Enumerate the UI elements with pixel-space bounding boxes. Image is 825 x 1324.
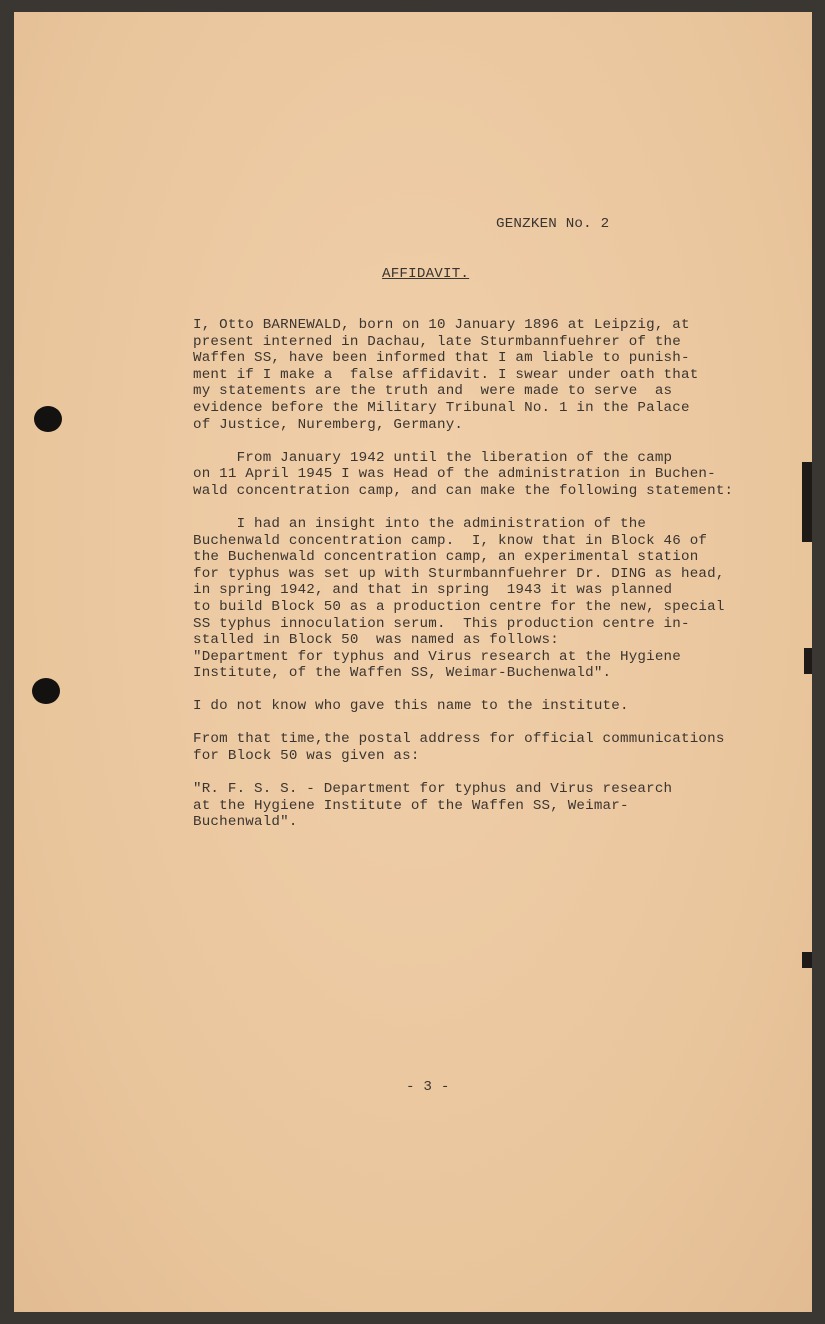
paragraph-3 <box>193 516 733 682</box>
text-line: for typhus was set up with Sturmbannfuehrer Dr. DING as head, <box>193 565 725 582</box>
text-line: From that time,the postal address for official communications <box>193 731 725 748</box>
text-line: Buchenwald". <box>193 814 298 831</box>
text-line: wald concentration camp, and can make the following statement: <box>193 482 734 499</box>
paragraph-1 <box>193 317 733 433</box>
edge-mark <box>802 462 812 542</box>
text-line: stalled in Block 50 was named as follows: <box>193 632 559 649</box>
text-line: Institute, of the Waffen SS, Weimar-Buchenwald". <box>193 665 612 682</box>
text-line: Buchenwald concentration camp. I, know that in Block 46 of <box>193 532 708 549</box>
text-line: "Department for typhus and Virus research at the Hygiene <box>193 648 681 665</box>
paragraph-4 <box>193 698 733 715</box>
page-number: - 3 - <box>406 1079 450 1095</box>
document-reference: GENZKEN No. 2 <box>496 216 610 232</box>
text-line: I, Otto BARNEWALD, born on 10 January 1896 at Leipzig, at <box>193 317 690 333</box>
text-line: I had an insight into the administration of the <box>193 515 647 532</box>
text-line: From January 1942 until the liberation of the camp <box>193 449 673 466</box>
text-line: on 11 April 1945 I was Head of the administration in Buchen- <box>193 466 716 483</box>
text-line: of Justice, Nuremberg, Germany. <box>193 416 464 433</box>
document-body <box>193 317 733 831</box>
text-line: evidence before the Military Tribunal No. 1 in the Palace <box>193 399 690 416</box>
text-line: in spring 1942, and that in spring 1943 it was planned <box>193 582 673 599</box>
text-line: my statements are the truth and were made to serve as <box>193 383 673 400</box>
edge-mark <box>804 648 812 674</box>
text-line: the Buchenwald concentration camp, an experimental station <box>193 549 699 566</box>
text-line: I do not know who gave this name to the institute. <box>193 698 629 715</box>
paragraph-5 <box>193 731 733 764</box>
punch-hole <box>34 406 62 432</box>
edge-mark <box>802 952 812 968</box>
text-line: at the Hygiene Institute of the Waffen SS, Weimar- <box>193 797 629 814</box>
text-line: Waffen SS, have been informed that I am liable to punish- <box>193 350 690 367</box>
text-line: SS typhus innoculation serum. This production centre in- <box>193 615 690 632</box>
document-title: AFFIDAVIT. <box>382 266 470 282</box>
paragraph-2 <box>193 450 733 500</box>
text-line: present interned in Dachau, late Sturmbannfuehrer of the <box>193 333 681 350</box>
text-line: to build Block 50 as a production centre for the new, special <box>193 598 725 615</box>
punch-hole <box>32 678 60 704</box>
text-line: "R. F. S. S. - Department for typhus and Virus research <box>193 781 673 798</box>
text-line: for Block 50 was given as: <box>193 748 420 765</box>
paragraph-6 <box>193 781 733 831</box>
text-line: ment if I make a false affidavit. I swear under oath that <box>193 366 699 383</box>
